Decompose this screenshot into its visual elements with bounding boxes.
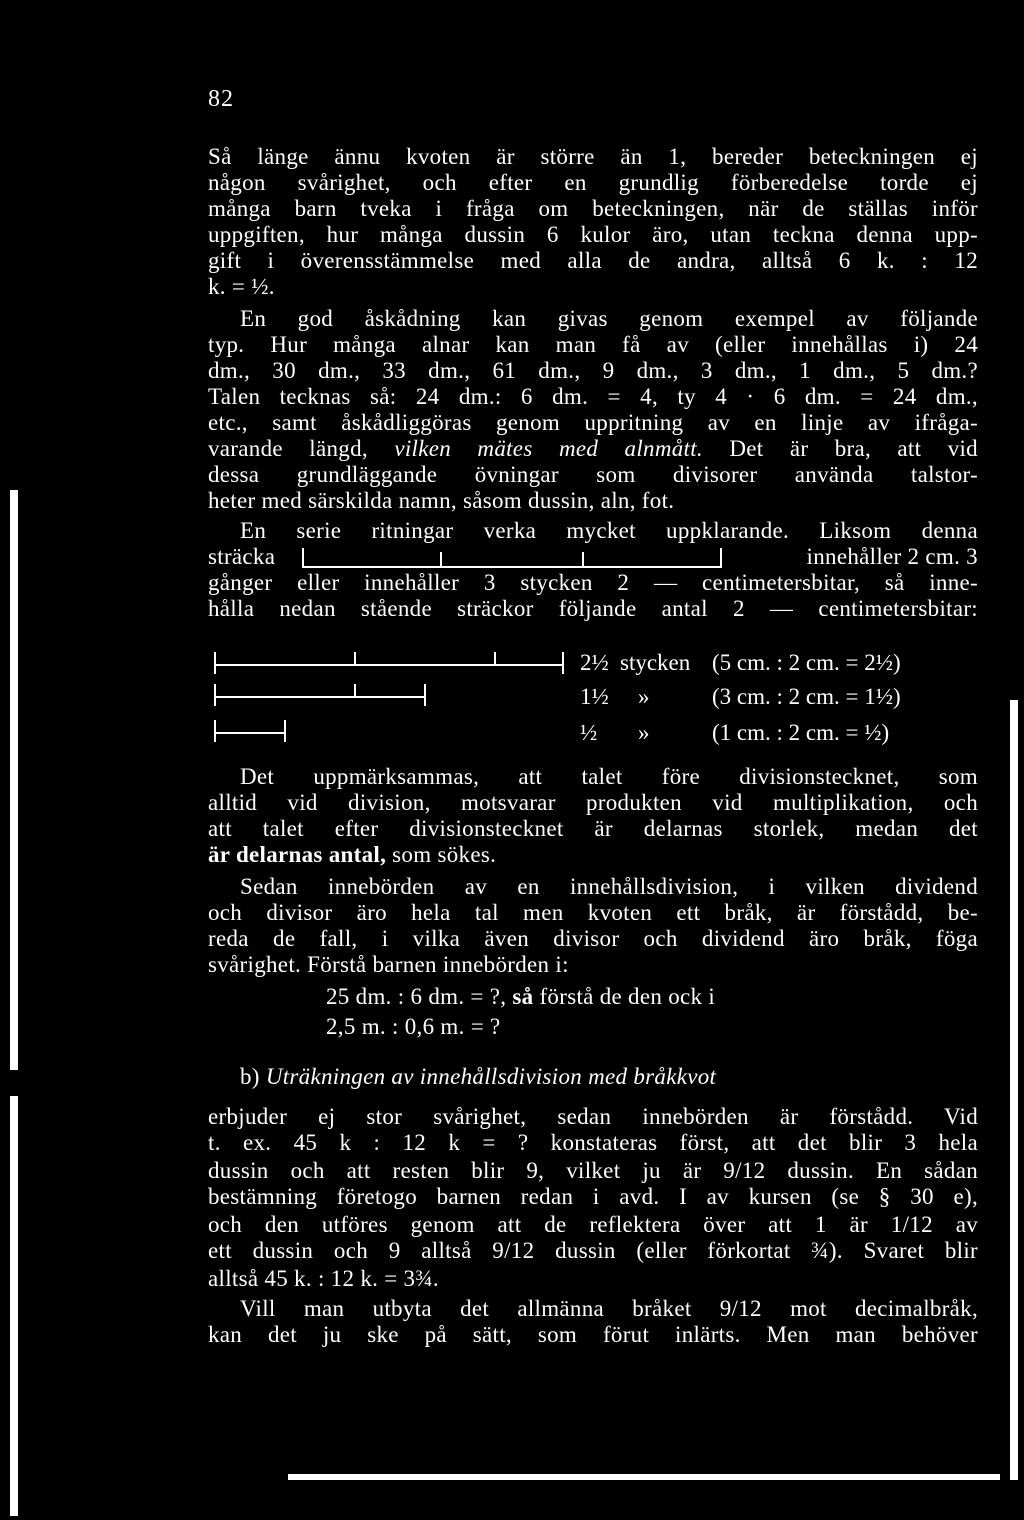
text-span: som sökes.	[386, 842, 497, 867]
text-line: och den utföres genom att de reflektera över att 1 är 1/12 av	[208, 1212, 978, 1237]
segment-tick	[582, 552, 584, 568]
line-segment	[214, 664, 564, 666]
calc-label: (1 cm. : 2 cm. = ½)	[712, 720, 890, 745]
segment-tick	[214, 652, 216, 674]
scan-edge-bar	[10, 490, 18, 1070]
text-line: kan det ju ske på sätt, som förut inlärts. Men man behöver	[208, 1322, 978, 1347]
line-segment	[302, 566, 722, 568]
segment-tick	[562, 652, 564, 674]
equation-line: 2,5 m. : 0,6 m. = ?	[326, 1014, 501, 1039]
text-line: alltså 45 k. : 12 k. = 3¾.	[208, 1266, 439, 1291]
text-line: Sedan innebörden av en innehållsdivision, i vilken dividend	[240, 874, 978, 899]
text-line: bestämning företogo barnen redan i avd. I av kursen (se § 30 e),	[208, 1184, 978, 1209]
text-line	[208, 842, 978, 868]
count-label: ½	[580, 720, 598, 745]
text-line: k. = ½.	[208, 274, 275, 299]
segment-tick	[354, 652, 356, 666]
text-line: En god åskådning kan givas genom exempel av följande	[240, 306, 978, 331]
bold-phrase: är delarnas antal,	[208, 842, 387, 867]
segment-tick	[354, 684, 356, 698]
page-number: 82	[208, 86, 234, 112]
text-span: förstå de den ock i	[533, 984, 716, 1009]
text-line	[208, 436, 978, 462]
text-line: typ. Hur många alnar kan man få av (eller innehållas i) 24	[208, 332, 978, 357]
segment-tick	[494, 652, 496, 666]
text-line: dessa grundläggande övningar som divisorer använda talstor-	[208, 462, 978, 487]
equation-line	[326, 984, 926, 1010]
text-line: Det uppmärksammas, att talet före divisionstecknet, som	[240, 764, 978, 789]
unit-label: »	[638, 720, 650, 745]
segment-tick	[284, 720, 286, 742]
scan-edge-bar	[288, 1474, 1000, 1480]
text-line: hålla nedan stående sträckor följande antal 2 — centimetersbitar:	[208, 596, 978, 621]
segment-tick	[302, 548, 304, 568]
calc-label: (3 cm. : 2 cm. = 1½)	[712, 684, 901, 709]
text-line: etc., samt åskådliggöras genom uppritning av en linje av ifråga-	[208, 410, 978, 435]
count-label: 2½	[580, 650, 609, 675]
text-line: innehåller 2 cm. 3	[806, 544, 978, 569]
text-span: varande längd,	[208, 436, 395, 461]
text-line: många barn tveka i fråga om beteckningen, när de ställas inför	[208, 196, 978, 221]
section-label: b)	[240, 1064, 260, 1089]
unit-label: »	[638, 684, 650, 709]
text-line: sträcka	[208, 544, 276, 569]
text-line: dm., 30 dm., 33 dm., 61 dm., 9 dm., 3 dm., 1 dm., 5 dm.?	[208, 358, 978, 383]
segment-tick	[440, 552, 442, 568]
text-line: svårighet. Förstå barnen innebörden i:	[208, 952, 569, 977]
text-line: och divisor äro hela tal men kvoten ett bråk, är förstådd, be-	[208, 900, 978, 925]
text-line: alltid vid division, motsvarar produkten vid multiplikation, och	[208, 790, 978, 815]
calc-label: (5 cm. : 2 cm. = 2½)	[712, 650, 901, 675]
text-line: gånger eller innehåller 3 stycken 2 — centimetersbitar, så inne-	[208, 570, 978, 595]
unit-label: stycken	[620, 650, 691, 675]
segment-tick	[214, 684, 216, 706]
text-line: ett dussin och 9 alltså 9/12 dussin (eller förkortat ¾). Svaret blir	[208, 1238, 978, 1263]
line-segment	[214, 732, 286, 734]
text-line: Så länge ännu kvoten är större än 1, bereder beteckningen ej	[208, 144, 978, 169]
text-line: reda de fall, i vilka även divisor och dividend äro bråk, föga	[208, 926, 978, 951]
section-heading	[240, 1064, 940, 1090]
bold-word: så	[512, 984, 534, 1009]
text-line: erbjuder ej stor svårighet, sedan innebörden är förstådd. Vid	[208, 1104, 978, 1129]
text-line: Vill man utbyta det allmänna bråket 9/12 mot decimalbråk,	[240, 1296, 978, 1321]
text-line: Talen tecknas så: 24 dm.: 6 dm. = 4, ty 4 · 6 dm. = 24 dm.,	[208, 384, 978, 409]
text-line: att talet efter divisionstecknet är delarnas storlek, medan det	[208, 816, 978, 841]
text-span: Det är bra, att vid	[702, 436, 978, 461]
section-title: Uträkningen av innehållsdivision med bråkkvot	[265, 1064, 717, 1089]
text-line: dussin och att resten blir 9, vilket ju är 9/12 dussin. En sådan	[208, 1158, 978, 1183]
text-line: gift i överensstämmelse med alla de andra, alltså 6 k. : 12	[208, 248, 978, 273]
scan-edge-bar	[1010, 700, 1018, 1480]
count-label: 1½	[580, 684, 609, 709]
scan-edge-bar	[10, 1096, 18, 1516]
text-line: uppgiften, hur många dussin 6 kulor äro, utan teckna denna upp-	[208, 222, 978, 247]
segment-tick	[720, 548, 722, 568]
segment-tick	[424, 684, 426, 706]
text-line: En serie ritningar verka mycket uppklarande. Liksom denna	[240, 518, 978, 543]
text-line: heter med särskilda namn, såsom dussin, aln, fot.	[208, 488, 675, 513]
text-span: 25 dm. : 6 dm. = ?,	[326, 984, 513, 1009]
line-segment	[214, 696, 426, 698]
segment-tick	[214, 720, 216, 742]
text-line: någon svårighet, och efter en grundlig förberedelse torde ej	[208, 170, 978, 195]
text-line: t. ex. 45 k : 12 k = ? konstateras först, att det blir 3 hela	[208, 1130, 978, 1155]
italic-phrase: vilken mätes med alnmått.	[394, 436, 703, 461]
